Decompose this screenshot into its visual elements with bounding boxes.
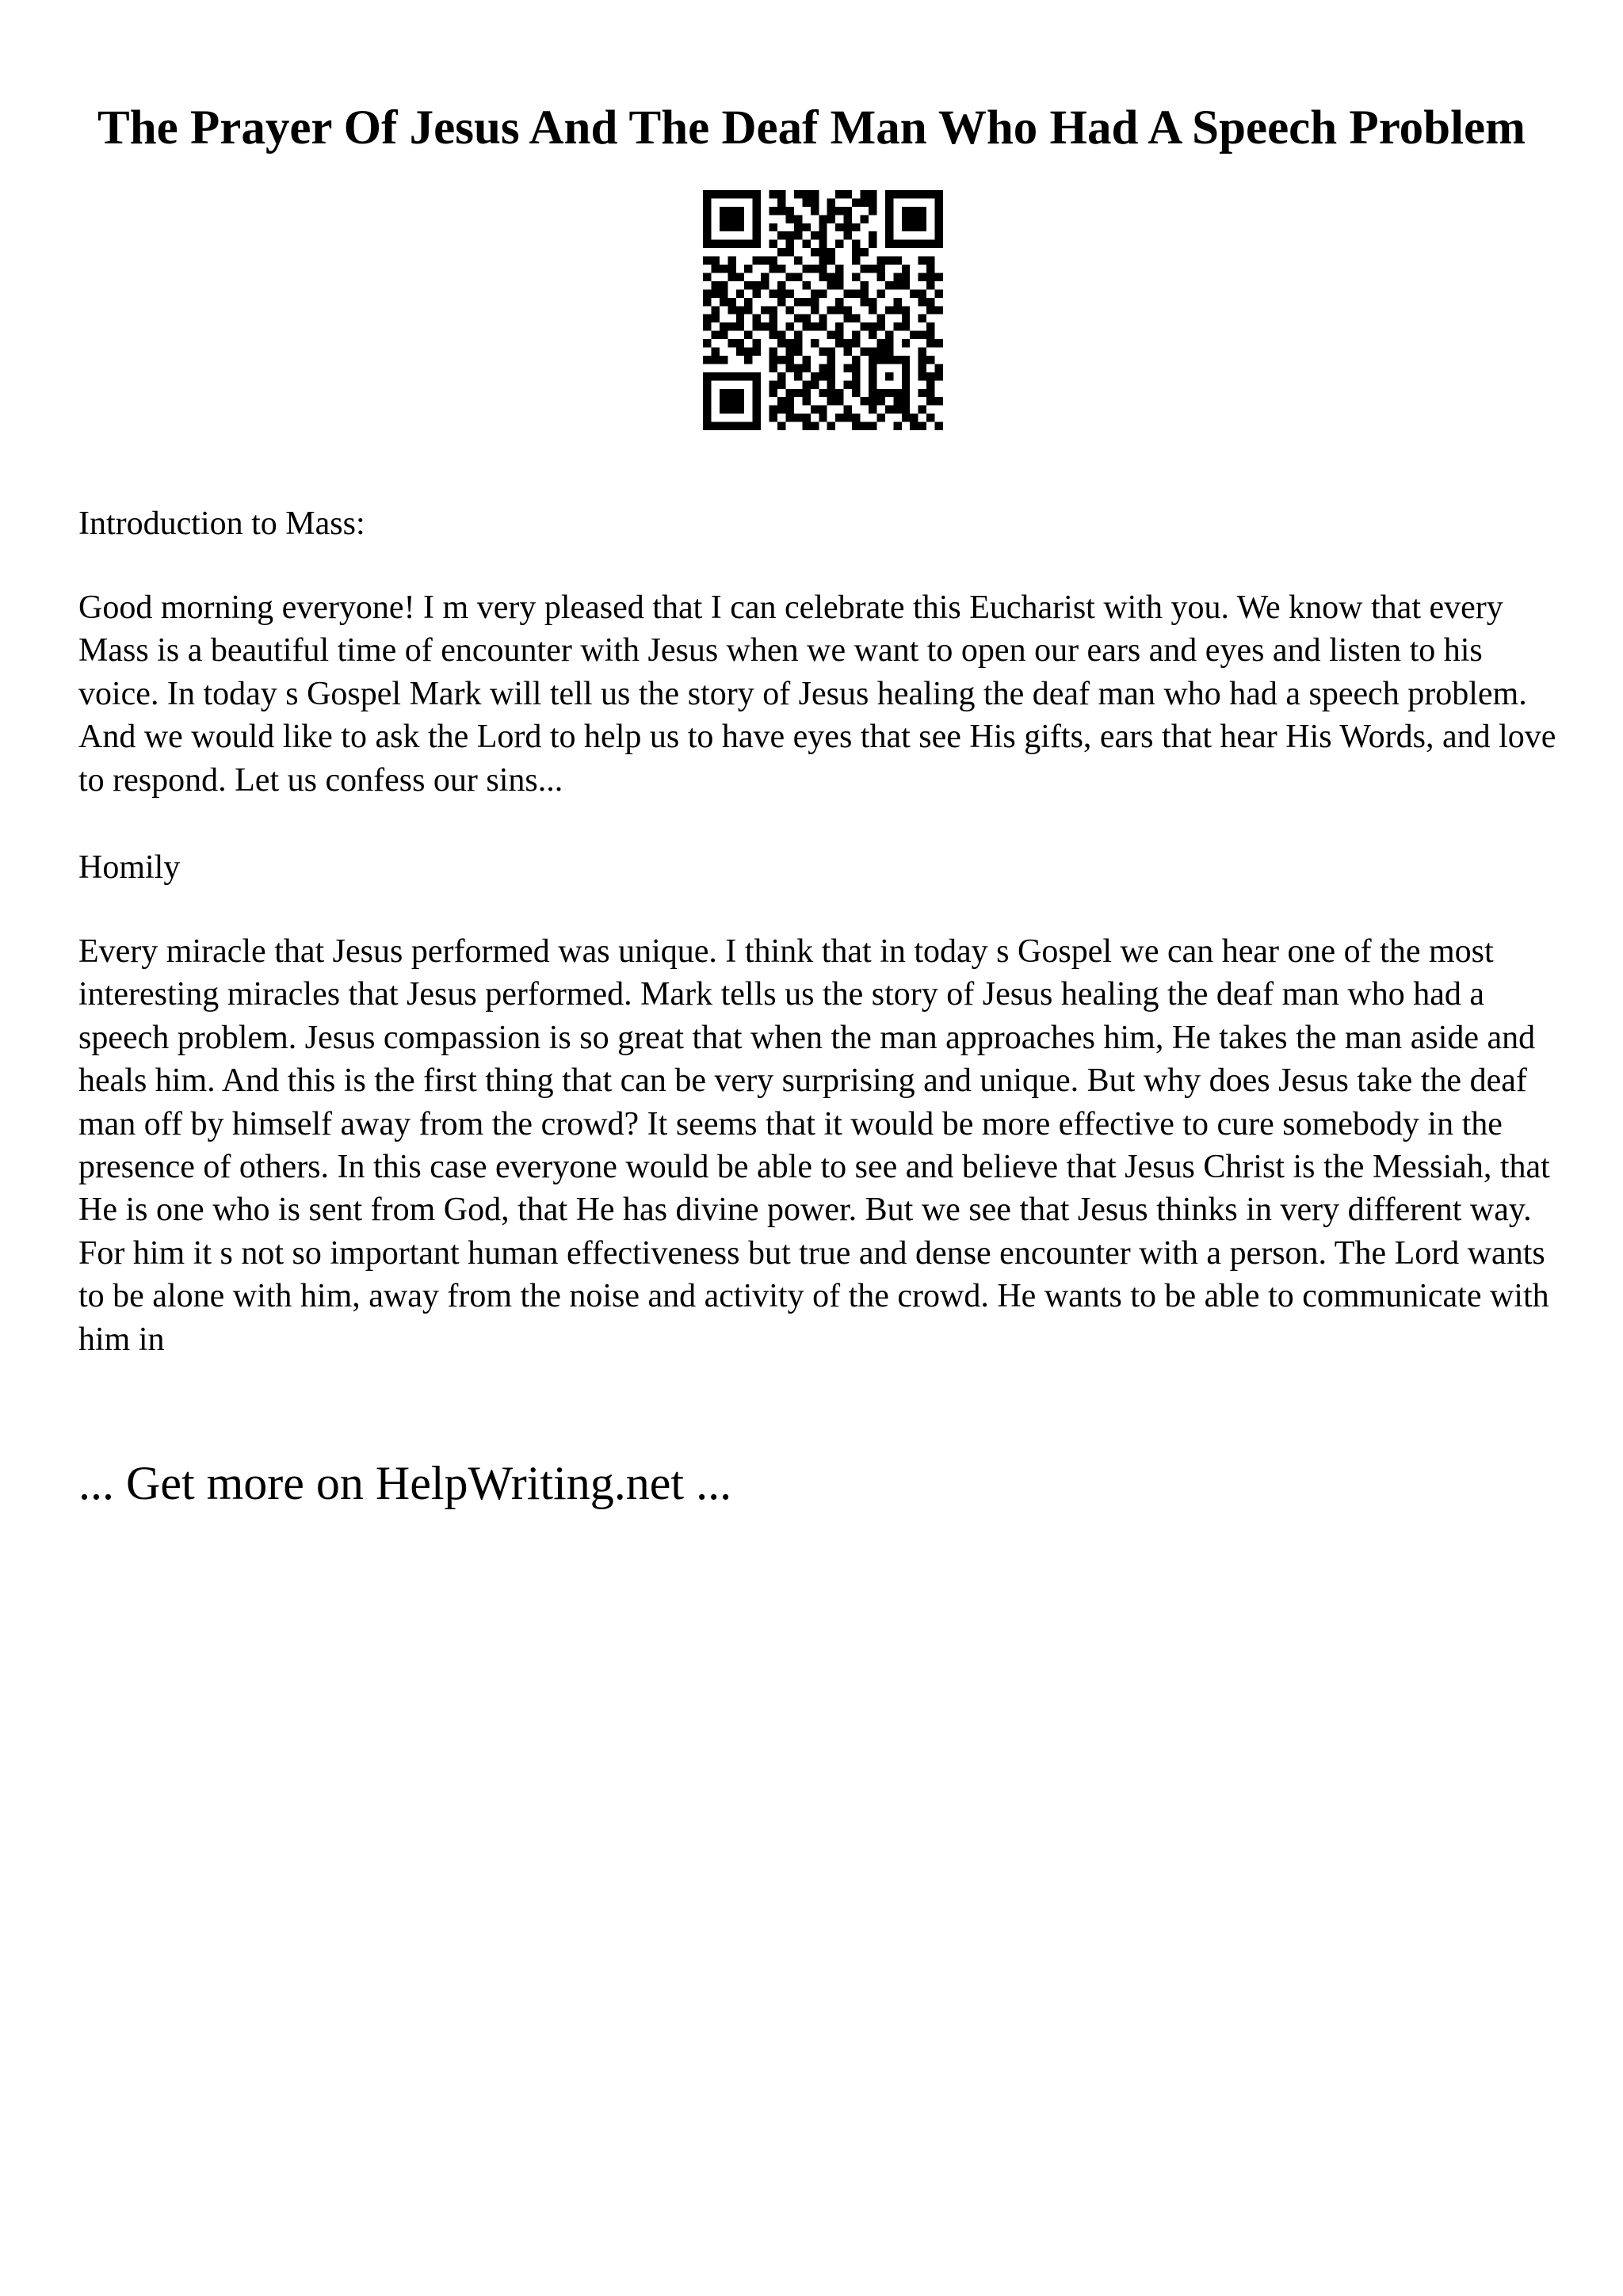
section-paragraph-homily: Every miracle that Jesus performed was unique. I think that in today s Gospel we can hear one of the most interesting miracles that Jesus performed. Mark tells us the story of Jesus healing the deaf man who had a speech problem. Jesus compassion is so great that when the man approaches him, He takes the man aside and heals him. And this is the first thing that can be very surprising and unique. But why does Jesus take the deaf man off by himself away from the crowd? It seems that it would be more effective to cure somebody in the presence of others. In this case everyone would be able to see and believe that Jesus Christ is the Messiah, that He is one who is sent from God, that He has divine power. But we see that Jesus thinks in very different way. For him it s not so important human effectiveness but true and dense encounter with a person. The Lord wants to be alone with him, away from the noise and activity of the crowd. He wants to be able to communicate with him in: [78, 933, 1550, 1358]
section-paragraph-introduction: Good morning everyone! I m very pleased that I can celebrate this Eucharist with you. We know that every Mass is a beautiful time of encounter with Jesus when we want to open our ears and eyes and listen to his voice. In today s Gospel Mark will tell us the story of Jesus healing the deaf man who had a speech problem. And we would like to ask the Lord to help us to have eyes that see His gifts, ears that hear His Words, and love to respond. Let us confess our sins...: [78, 589, 1556, 799]
section-heading-introduction: Introduction to Mass:: [78, 505, 365, 542]
document-title: The Prayer Of Jesus And The Deaf Man Who Had A Speech Problem: [97, 101, 1526, 154]
section-heading-homily: Homily: [78, 849, 181, 886]
qr-code-icon: [703, 190, 943, 430]
get-more-link[interactable]: ... Get more on HelpWriting.net ...: [78, 1457, 732, 1509]
